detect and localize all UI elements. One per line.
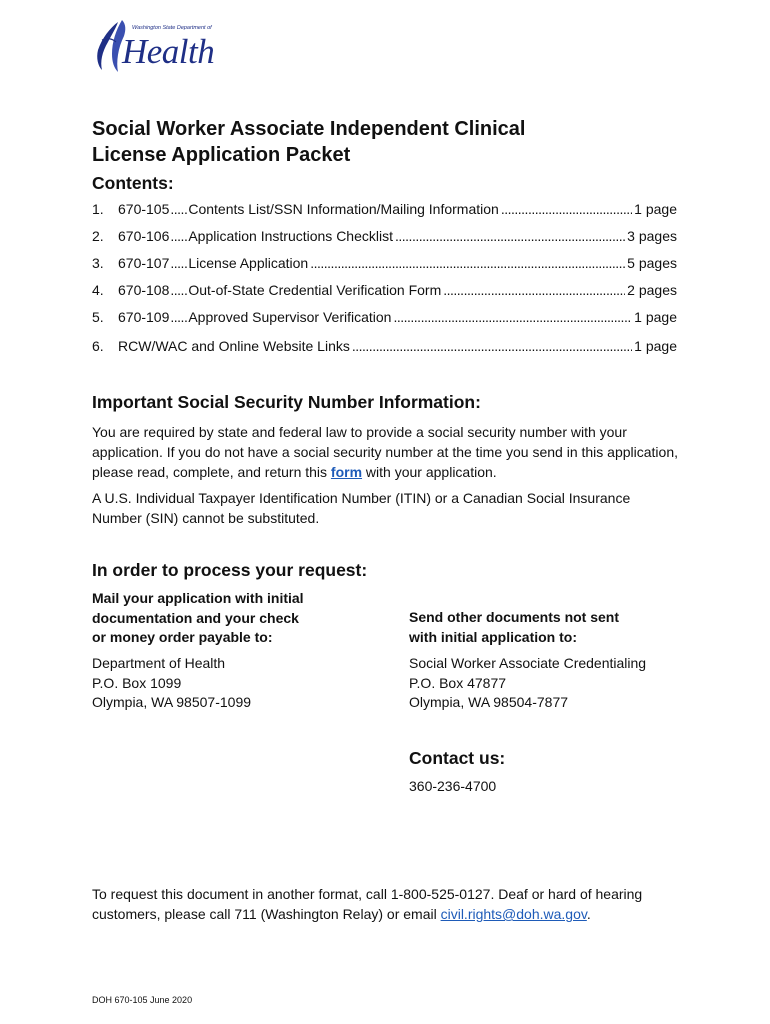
form-code: 670-109 (118, 309, 170, 325)
leader-dots: ..... (170, 228, 188, 244)
contact-phone: 360-236-4700 (409, 778, 497, 794)
address-line: Social Worker Associate Credentialing (409, 655, 647, 671)
ssn-form-link[interactable]: form (330, 464, 363, 480)
item-title: Out-of-State Credential Verification Form (188, 282, 442, 298)
item-title: Approved Supervisor Verification (188, 309, 392, 325)
logo-tagline: Washington State Department of (132, 25, 212, 31)
contents-heading: Contents: (92, 173, 174, 193)
item-title: RCW/WAC and Online Website Links (118, 338, 350, 354)
contents-item (92, 338, 677, 358)
item-number: 3. (92, 255, 104, 271)
item-number: 6. (92, 338, 104, 354)
ssn-text-end: with your application. (362, 464, 497, 480)
other-documents-heading (409, 608, 619, 647)
ssn-heading: Important Social Security Number Information: (92, 392, 481, 412)
contents-item (92, 228, 677, 248)
address-line: Department of Health (92, 655, 226, 671)
heading-line: or money order payable to: (92, 629, 273, 645)
contact-heading: Contact us: (409, 748, 506, 768)
page-count: 5 pages (627, 255, 677, 271)
page-title (92, 116, 692, 168)
title-line-2: License Application Packet (92, 144, 351, 166)
form-code: 670-106 (118, 228, 170, 244)
address-line: Olympia, WA 98504-7877 (409, 694, 569, 710)
address-line: P.O. Box 1099 (92, 674, 182, 691)
item-number: 2. (92, 228, 104, 244)
dot-leader (310, 255, 625, 271)
form-code: 670-105 (118, 201, 170, 217)
notice-text-end: . (586, 906, 591, 922)
other-documents-address (409, 654, 646, 713)
dot-leader (443, 282, 625, 298)
logo-wordmark: Health (122, 32, 215, 71)
item-title: Contents List/SSN Information/Mailing Information (188, 201, 499, 217)
ssn-paragraph-1 (92, 422, 682, 482)
dot-leader (393, 309, 632, 325)
heading-line: Send other documents not sent (409, 609, 620, 625)
dot-leader (352, 338, 632, 354)
process-heading: In order to process your request: (92, 560, 368, 580)
dot-leader (395, 228, 625, 244)
leader-dots: ..... (170, 282, 188, 298)
page-count: 3 pages (627, 228, 677, 244)
item-title: Application Instructions Checklist (188, 228, 393, 244)
contents-item (92, 282, 677, 302)
washington-health-logo (92, 18, 217, 80)
item-number: 4. (92, 282, 104, 298)
contents-item (92, 255, 677, 275)
leader-dots: ..... (170, 309, 188, 325)
leader-dots: ..... (170, 201, 188, 217)
heading-line: with initial application to: (409, 628, 577, 645)
ssn-text: You are required by state and federal law to provide a social security number with your application. If you do not have a social security number at the time you send in this application, please read, complete, and return this (92, 424, 679, 480)
leader-dots: ..... (170, 255, 188, 271)
item-title: License Application (188, 255, 309, 271)
contents-item (92, 309, 677, 329)
form-code: 670-107 (118, 255, 170, 271)
dot-leader (501, 201, 632, 217)
address-line: P.O. Box 47877 (409, 674, 507, 691)
heading-line: Mail your application with initial (92, 590, 304, 606)
heading-line: documentation and your check (92, 609, 299, 626)
document-id: DOH 670-105 June 2020 (92, 995, 193, 1005)
item-number: 5. (92, 309, 104, 325)
form-code: 670-108 (118, 282, 170, 298)
mail-address (92, 654, 251, 713)
alternate-format-notice (92, 884, 652, 924)
item-number: 1. (92, 201, 104, 217)
page-count: 2 pages (627, 282, 677, 298)
notice-text: To request this document in another format, call 1-800-525-0127. Deaf or hard of hearing customers, please call 711 (Washington Relay) or email (92, 886, 643, 922)
page-count: 1 page (634, 309, 677, 325)
mail-application-heading (92, 589, 304, 648)
email-link[interactable]: civil.rights@doh.wa.gov (440, 906, 587, 922)
ssn-paragraph-2: A U.S. Individual Taxpayer Identification Number (ITIN) or a Canadian Social Insurance Number (SIN) cannot be substituted. (92, 490, 631, 526)
page-count: 1 page (634, 201, 677, 217)
contents-item (92, 201, 677, 221)
title-line-1: Social Worker Associate Independent Clinical (92, 118, 526, 140)
page-count: 1 page (634, 338, 677, 354)
address-line: Olympia, WA 98507-1099 (92, 694, 252, 710)
